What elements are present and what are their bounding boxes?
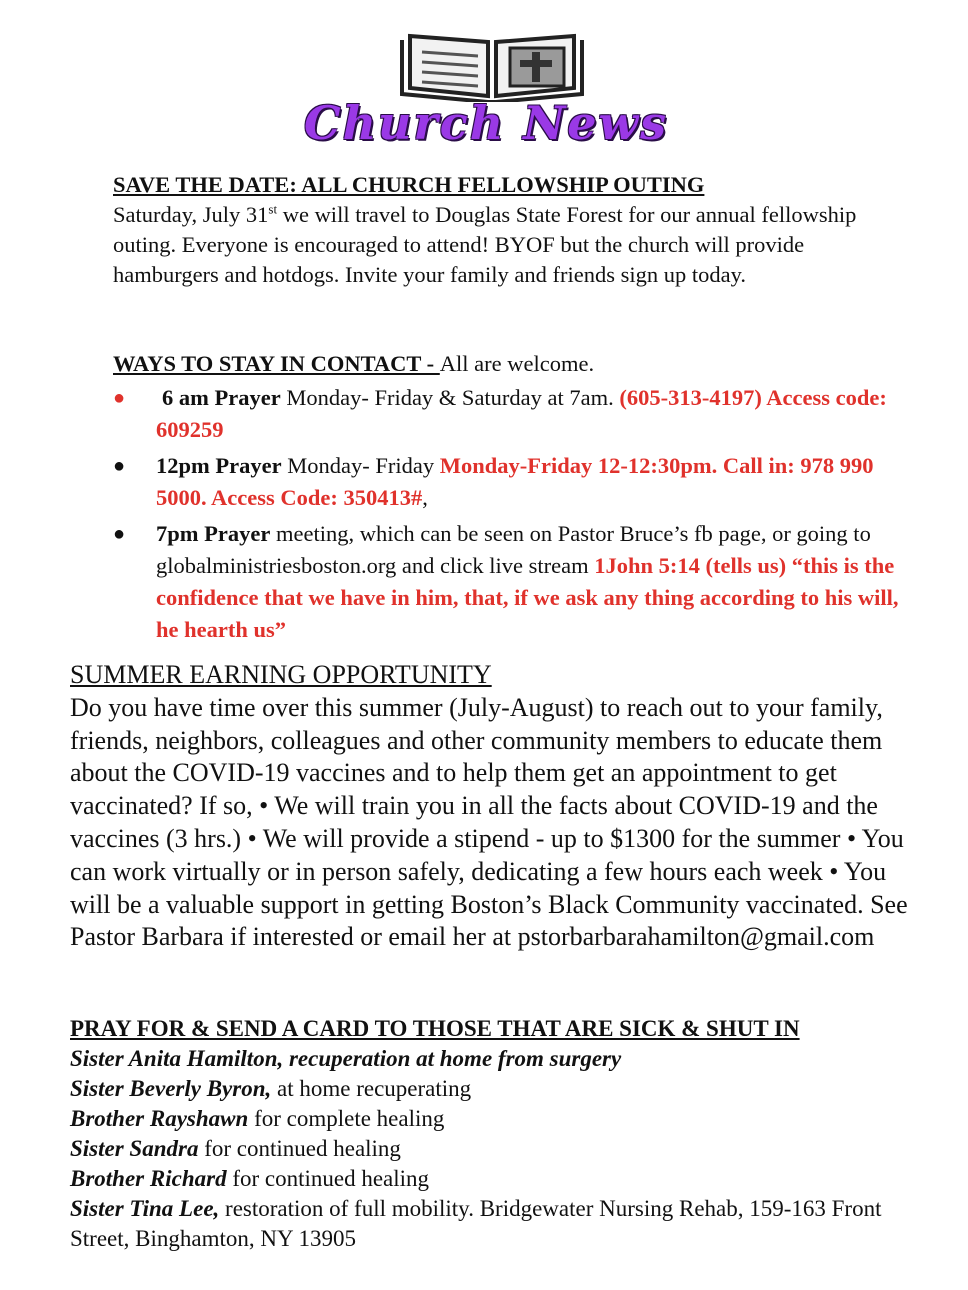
- sick-name: Sister Tina Lee,: [70, 1196, 220, 1221]
- prayer-text: Monday- Friday & Saturday at 7am.: [280, 385, 620, 410]
- summer-body: Do you have time over this summer (July-August) to reach out to your family, friends, neighbors, colleagues and other community members to educate them about the COVID-19 vaccines and to help them get an appointment to get vaccinated? If so, • We will train you in all the facts about COVID-19 and the vaccines (3 hrs.) • We will provide a stipend - up to $1300 for the summer • You can work virtually or in person safely, dedicating a few hours each week • You will be a valuable support in getting Boston’s Black Community vaccinated. See Pastor Barbara if interested or email her at pstorbarbarahamilton@gmail.com: [70, 692, 908, 952]
- outing-date-suffix: st: [268, 201, 278, 217]
- prayer-text: meeting, which can be seen on Pastor Bruce’s fb page, or going to globalministriesboston.org and click live stream: [156, 521, 871, 578]
- bullet-icon: ●: [113, 455, 126, 477]
- sick-note: at home recuperating: [271, 1076, 472, 1101]
- outing-body-rest: we will travel to Douglas State Forest for our annual fellowship outing. Everyone is encouraged to attend! BYOF but the church will provide hamburgers and hotdogs. Invite your family and friends sign up today.: [113, 202, 857, 287]
- outing-body-start: Saturday, July 31: [113, 202, 269, 227]
- sick-name: Brother Rayshawn: [70, 1106, 249, 1131]
- sick-name: Sister Anita Hamilton, recuperation at home from surgery: [70, 1046, 622, 1071]
- contact-section: [113, 348, 913, 646]
- prayer-time: 6 am Prayer: [162, 385, 281, 410]
- sick-entry: [70, 1044, 910, 1074]
- prayer-item: [113, 382, 913, 446]
- sick-entry: [70, 1074, 910, 1104]
- prayer-time: 12pm Prayer: [156, 453, 282, 478]
- prayer-list: [113, 382, 913, 646]
- logo-title: Church News: [303, 96, 668, 150]
- contact-heading-tail: All are welcome.: [439, 351, 595, 376]
- bullet-icon: ●: [113, 387, 126, 409]
- sick-note: for complete healing: [248, 1106, 445, 1131]
- sick-entry: [70, 1134, 910, 1164]
- sick-note: restoration of full mobility. Bridgewater Nursing Rehab, 159-163 Front Street, Binghamton, NY 13905: [70, 1196, 882, 1251]
- prayer-text: Monday- Friday: [281, 453, 440, 478]
- sick-note: for continued healing: [226, 1166, 430, 1191]
- bullet-icon: ●: [113, 523, 126, 545]
- prayer-call-info: Monday-Friday 12-12:30pm. Call in: 978 990 5000. Access Code: 350413#: [156, 453, 874, 510]
- sick-note: for continued healing: [198, 1136, 401, 1161]
- sick-entry: [70, 1164, 910, 1194]
- prayer-time: 7pm Prayer: [156, 521, 271, 546]
- sick-entry: [70, 1194, 910, 1254]
- outing-body: [113, 200, 913, 290]
- prayer-call-info: 1John 5:14 (tells us) “this is the confidence that we have in him, that, if we ask any thing according to his will, he hearth us”: [156, 553, 899, 642]
- outing-heading: SAVE THE DATE: ALL CHURCH FELLOWSHIP OUTING: [113, 172, 705, 197]
- prayer-call-info: (605-313-4197) Access code: 609259: [156, 385, 887, 442]
- prayer-item: [113, 450, 913, 514]
- summer-section: [70, 659, 910, 954]
- outing-section: [113, 170, 913, 290]
- sick-heading: PRAY FOR & SEND A CARD TO THOSE THAT ARE SICK & SHUT IN: [70, 1016, 800, 1041]
- sick-name: Sister Sandra: [70, 1136, 199, 1161]
- bible-book-icon: [392, 22, 592, 102]
- sick-section: [70, 1014, 910, 1254]
- prayer-call-tail: ,: [422, 485, 428, 510]
- church-news-logo: [214, 22, 758, 150]
- sick-name: Sister Beverly Byron,: [70, 1076, 272, 1101]
- sick-name: Brother Richard: [70, 1166, 227, 1191]
- prayer-item: [113, 518, 913, 646]
- contact-heading: WAYS TO STAY IN CONTACT -: [113, 351, 440, 376]
- contact-heading-line: [113, 348, 913, 380]
- sick-entry: [70, 1104, 910, 1134]
- summer-heading: SUMMER EARNING OPPORTUNITY: [70, 660, 492, 689]
